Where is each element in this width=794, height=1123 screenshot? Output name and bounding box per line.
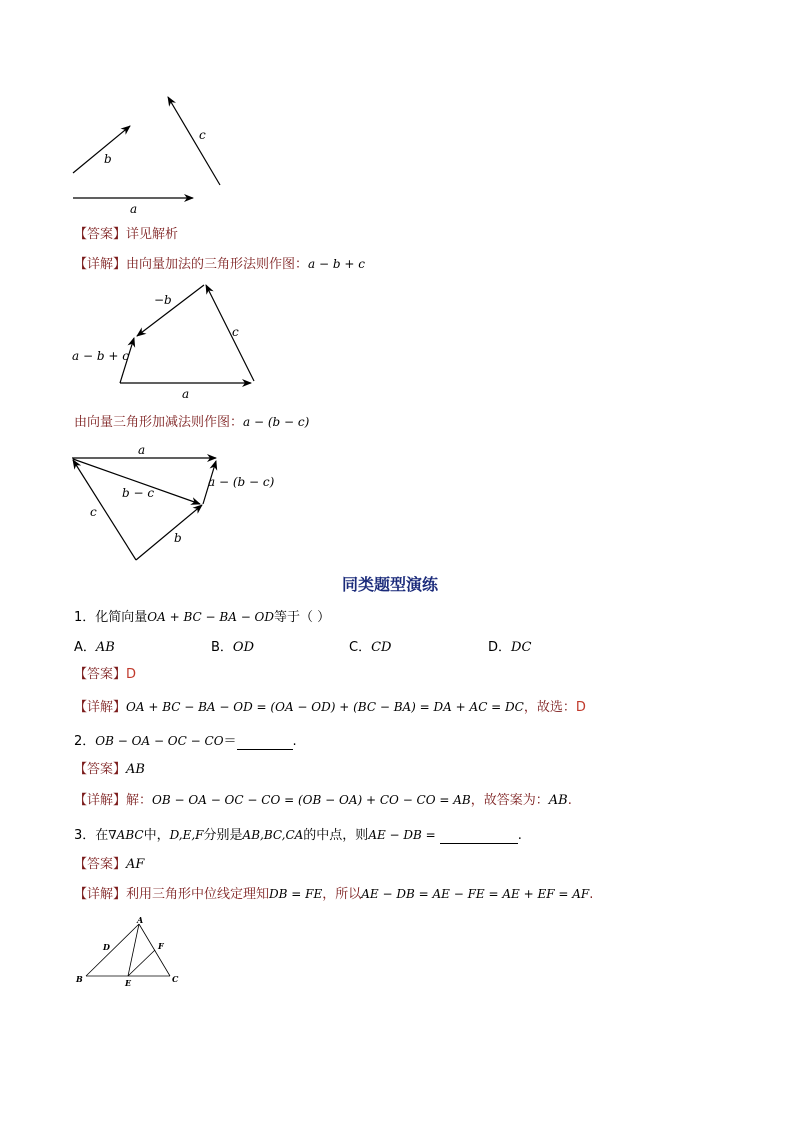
segment-ae [128, 924, 139, 976]
q3-answer [74, 857, 144, 873]
q1-detail-end: ，故选： [523, 700, 576, 715]
q1-detail [74, 699, 586, 716]
q3-stem [74, 827, 522, 844]
q2-detail-expr: OB − OA − OC − CO = (OB − OA) + CO − CO = AB [152, 793, 471, 807]
label-c: c [199, 128, 206, 142]
q3-answer-tag: 【答案】 [74, 857, 127, 872]
fig3-label-bc: b − c [122, 486, 155, 500]
q2-detail: 【详解】解：OB − OA − OC − CO = (OB − OA) + CO − CO = AB，故答案为：AB. [74, 793, 572, 808]
q1-option-a-letter: A． [74, 640, 96, 655]
q1-option-c-letter: C． [349, 640, 372, 655]
detail-tag: 【详解】 [74, 257, 127, 272]
fig2-label-neg-b: −b [154, 293, 172, 307]
point-D: D [103, 942, 110, 952]
line2-expr: a − (b − c) [243, 415, 310, 429]
section-title: 同类题型演练 [342, 575, 439, 594]
detail-expr: a − b + c [308, 257, 365, 271]
fig2-label-c: c [232, 325, 239, 339]
q1-option-b-letter: B． [211, 640, 233, 655]
figure-triangle-midpoints [72, 915, 192, 990]
q1-option-a-value: AB [95, 640, 115, 655]
figure-triangle-difference [66, 442, 286, 567]
q3-points: D,E,F [169, 828, 204, 842]
q1-option-d-value: DC [511, 640, 532, 655]
segment-ef [128, 950, 155, 976]
q3-number: 3． [74, 828, 96, 843]
q3-stem-mid: 中， [143, 828, 170, 843]
q2-eq: ＝ [223, 734, 237, 749]
answer-line-1 [74, 227, 178, 243]
q3-detail-mid: ，所以 [322, 887, 362, 902]
q1-expr: OA + BC − BA − OD [147, 610, 275, 624]
q1-detail-choice: D [575, 700, 586, 715]
q2-stem [74, 733, 297, 750]
point-E: E [125, 978, 132, 988]
line2-text: 由向量三角形加减法则作图： [74, 415, 244, 430]
q2-detail-prefix: 解： [126, 793, 153, 808]
q1-answer-tag: 【答案】 [74, 667, 127, 682]
q3-detail-expr2: AE − DB = AE − FE = AE + EF = AF [361, 887, 590, 901]
answer-text: 详见解析 [126, 227, 179, 242]
q3-sides: AB,BC,CA [242, 828, 304, 842]
q1-detail-expr: OA + BC − BA − OD = (OA − OD) + (BC − BA) = DA + AC = DC [126, 700, 524, 714]
q3-detail: 【详解】利用三角形中位线定理知DB = FE，所以AE − DB = AE − FE = AE + EF = AF. [74, 887, 594, 902]
q3-triangle: ∇ABC [108, 828, 144, 842]
q2-detail-value: AB [548, 793, 568, 808]
q2-number: 2． [74, 734, 96, 749]
q2-answer-value: AB [126, 762, 145, 777]
figure-vectors-abc [60, 85, 240, 220]
fig3-vector-c [73, 460, 136, 560]
q1-option-b-value: OD [232, 640, 255, 655]
point-F: F [158, 941, 164, 951]
fig3-label-b: b [174, 531, 182, 545]
fig3-label-c: c [90, 505, 97, 519]
fig3-label-a: a [138, 443, 146, 457]
fig2-vector-c [206, 285, 254, 381]
q1-answer [74, 667, 136, 683]
label-b: b [104, 152, 112, 166]
q1-stem-end: 等于（ ） [274, 610, 331, 625]
figure-triangle-sum [70, 276, 270, 406]
label-a: a [130, 202, 138, 216]
q3-stem-text: 在 [95, 828, 109, 843]
q1-number: 1． [74, 610, 96, 625]
q2-expr: OB − OA − OC − CO [95, 734, 224, 748]
vector-c-arrow [168, 97, 220, 185]
q2-detail-mid: ，故答案为： [470, 793, 549, 808]
fig3-label-res: a − (b − c) [208, 475, 275, 489]
q2-answer [74, 762, 145, 778]
q2-answer-tag: 【答案】 [74, 762, 127, 777]
q3-detail-tag: 【详解】 [74, 887, 127, 902]
q1-option-d [488, 640, 531, 656]
q1-detail-tag: 【详解】 [74, 700, 127, 715]
q1-stem-text: 化简向量 [95, 610, 148, 625]
q1-answer-value: D [126, 667, 137, 682]
q1-option-d-letter: D． [488, 640, 512, 655]
point-C: C [172, 974, 179, 984]
point-B: B [76, 974, 83, 984]
q1-option-a [74, 640, 115, 656]
fig3-vector-b [136, 505, 202, 560]
q3-stem-mid2: 分别是 [203, 828, 243, 843]
q3-expr: AE − DB = [368, 828, 436, 842]
q1-option-b [211, 640, 254, 656]
q3-detail-expr1: DB = FE [269, 887, 323, 901]
q2-end: . [292, 734, 297, 749]
side-ab [86, 924, 139, 976]
answer-tag: 【答案】 [74, 227, 127, 242]
q3-stem-mid3: 的中点，则 [303, 828, 369, 843]
q1-option-c [349, 640, 391, 656]
q3-end: . [517, 828, 522, 843]
detail-line-2 [74, 414, 309, 431]
q1-option-c-value: CD [371, 640, 392, 655]
q3-detail-text: 利用三角形中位线定理知 [126, 887, 270, 902]
point-A: A [137, 915, 144, 925]
detail-text: 由向量加法的三角形法则作图： [126, 257, 309, 272]
fig2-label-sum: a − b + c [72, 349, 129, 363]
q1-stem [74, 609, 330, 626]
fig2-label-a: a [182, 387, 190, 401]
vector-b-arrow [73, 126, 130, 173]
q2-blank[interactable] [237, 735, 293, 750]
detail-line-1 [74, 256, 365, 273]
q2-detail-tag: 【详解】 [74, 793, 127, 808]
q3-answer-value: AF [126, 857, 145, 872]
q3-blank[interactable] [440, 829, 518, 844]
